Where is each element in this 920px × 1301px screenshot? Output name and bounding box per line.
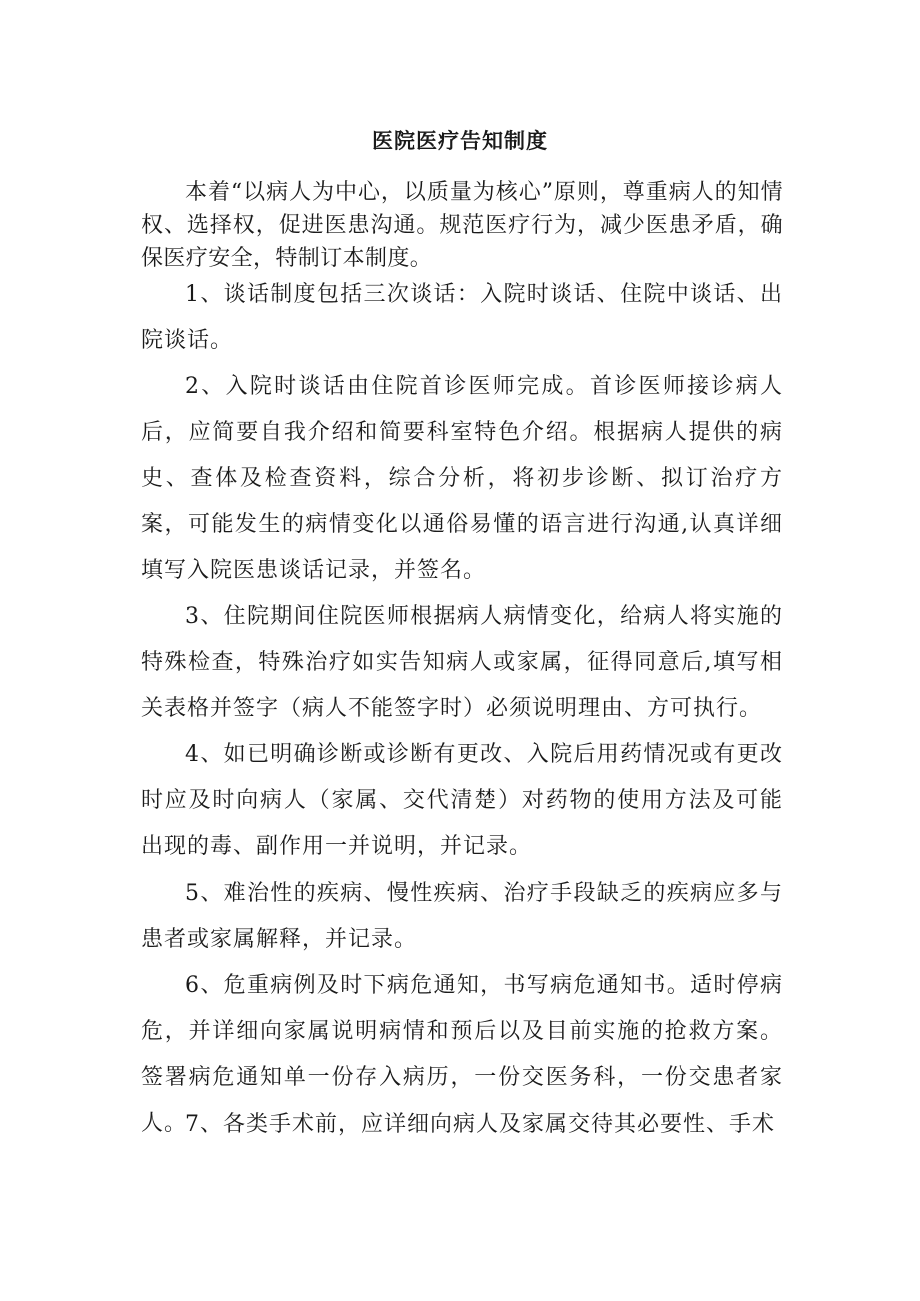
rule-paragraph-3: 3、住院期间住院医师根据病人病情变化，给病人将实施的特殊检查，特殊治疗如实告知病人或家属，征得同意后,填写相关表格并签字（病人不能签字时）必须说明理由、方可执行。 <box>141 604 783 721</box>
rule-paragraph-2: 2、入院时谈话由住院首诊医师完成。首诊医师接诊病人后，应简要自我介绍和简要科室特色介绍。根据病人提供的病史、查体及检查资料，综合分析，将初步诊断、拟订治疗方案，可能发生的病情变化以通俗易懂的语言进行沟通,认真详细填写入院医患谈话记录，并签名。 <box>141 374 783 583</box>
rule-paragraph-4: 4、如已明确诊断或诊断有更改、入院后用药情况或有更改时应及时向病人（家属、交代清楚）对药物的使用方法及可能出现的毒、副作用一并说明，并记录。 <box>141 742 783 859</box>
intro-paragraph: 本着“以病人为中心，以质量为核心”原则，尊重病人的知情权、选择权，促进医患沟通。规范医疗行为，减少医患矛盾，确保医疗安全，特制订本制度。 <box>141 180 783 271</box>
rule-paragraph-5: 5、难治性的疾病、慢性疾病、治疗手段缺乏的疾病应多与患者或家属解释，并记录。 <box>141 881 783 952</box>
document-title: 医院医疗告知制度 <box>372 128 548 153</box>
rule-paragraph-1: 1、谈话制度包括三次谈话：入院时谈话、住院中谈话、出院谈话。 <box>141 282 783 353</box>
rule-paragraph-7: 7、各类手术前，应详细向病人及家属交待其必要性、手术 <box>185 1112 775 1137</box>
rule-paragraph-6: 6、危重病例及时下病危通知，书写病危通知书。适时停病危，并详细向家属说明病情和预后以及目前实施的抢救方案。签署病危通知单一份存入病历，一份交医务科，一份交患者家人。 <box>141 973 783 1136</box>
